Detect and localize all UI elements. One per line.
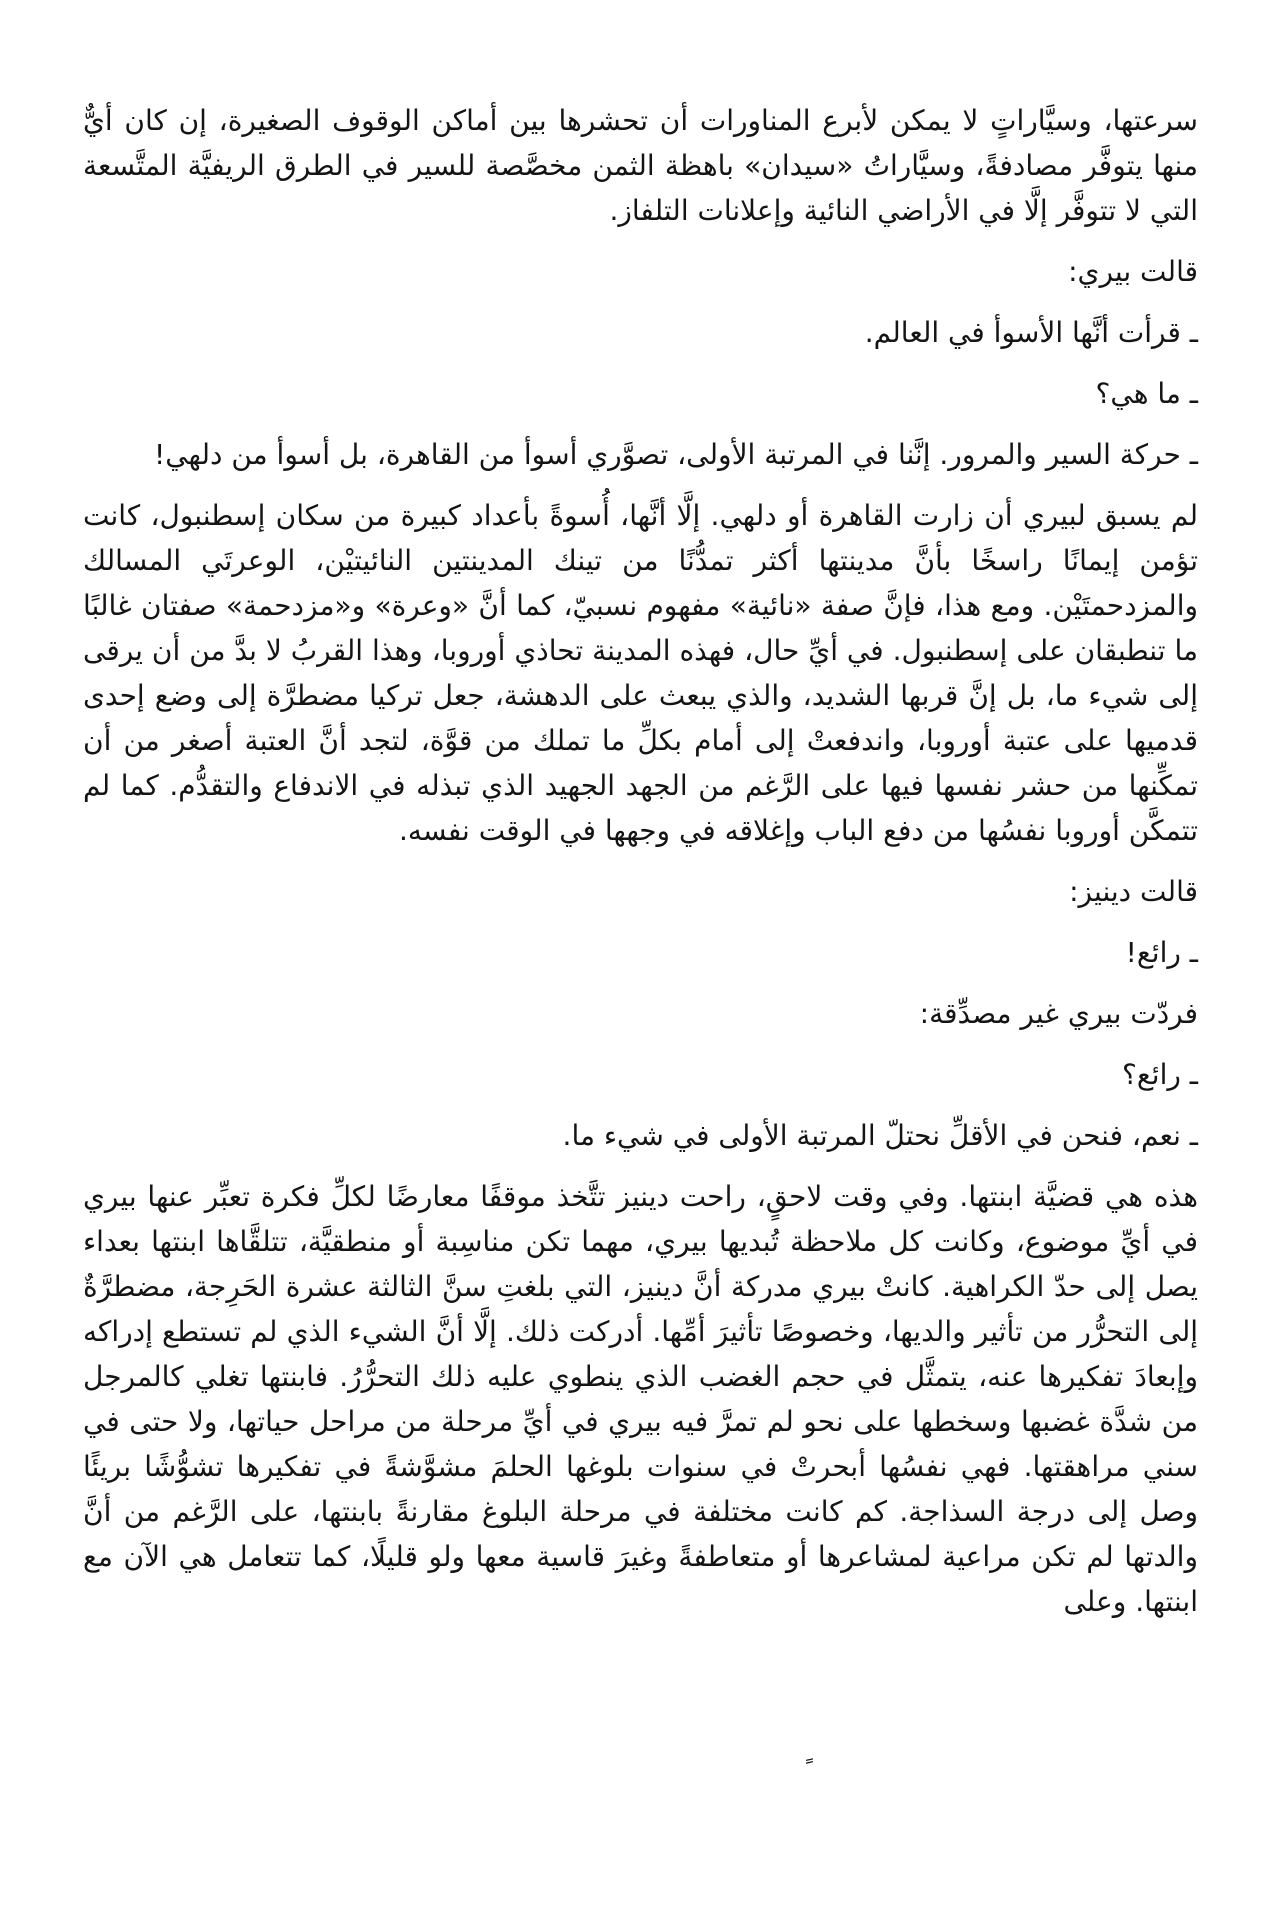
dialogue-line: ـ رائع؟ [1122, 1058, 1198, 1091]
paragraph: لم يسبق لبيري أن زارت القاهرة أو دلهي. إلَّا أنَّها، أُسوةً بأعداد كبيرة من سكان إسطنبول، كانت تؤمن إيمانًا راسخًا بأنَّ مدينتها أكثر تمدُّنًا من تينك المدينتين النائيتيْن، الوعرتَي المسالك والمزدحمتَيْن. ومع هذا، فإنَّ صفة «نائية» مفهوم نسبيّ، كما أنَّ «وعرة» و«مزدحمة» صفتان غالبًا ما تنطبقان على إسطنبول. في أيِّ حال، فهذه المدينة تحاذي أوروبا، وهذا القربُ لا بدَّ من أن يرقى إلى شيء ما، بل إنَّ قربها الشديد، والذي يبعث على الدهشة، جعل تركيا مضطرَّة إلى وضع إحدى قدميها على عتبة أوروبا، واندفعتْ إلى أمام بكلِّ ما تملك من قوَّة، لتجد أنَّ العتبة أصغر من أن تمكِّنها من حشر نفسها فيها على الرَّغم من الجهد الجهيد الذي تبذله في الاندفاع والتقدُّم. كما لم تتمكَّن أوروبا نفسُها من دفع الباب وإغلاقه في وجهها في الوقت نفسه. [83, 499, 1198, 847]
dialogue-line: ـ ما هي؟ [1095, 377, 1198, 410]
speaker-line: فردّت بيري غير مصدِّقة: [919, 997, 1198, 1030]
stray-diacritic-mark: ﹰ [806, 1756, 814, 1784]
paragraph: هذه هي قضيَّة ابنتها. وفي وقت لاحقٍ، راحت دينيز تتَّخذ موقفًا معارضًا لكلِّ فكرة تعبِّر عنها بيري في أيِّ موضوع، وكانت كل ملاحظة تُبديها بيري، مهما تكن مناسِبة أو منطقيَّة، تتلقَّاها ابنتها بعداء يصل إلى حدّ الكراهية. كانتْ بيري مدركة أنَّ دينيز، التي بلغتِ سنَّ الثالثة عشرة الحَرِجة، مضطرَّةٌ إلى التحرُّر من تأثير والديها، وخصوصًا تأثيرَ أمِّها. أدركت ذلك. إلَّا أنَّ الشيء الذي لم تستطع إدراكه وإبعادَ تفكيرها عنه، يتمثَّل في حجم الغضب الذي ينطوي عليه ذلك التحرُّرُ. فابنتها تغلي كالمرجل من شدَّة غضبها وسخطها على نحو لم تمرَّ فيه بيري في أيِّ مرحلة من مراحل حياتها، ولا حتى في سني مراهقتها. فهي نفسُها أبحرتْ في سنوات بلوغها الحلمَ مشوَّشةً في تفكيرها تشوُّشًا بريئًا وصل إلى درجة السذاجة. كم كانت مختلفة في مرحلة البلوغ مقارنةً بابنتها، على الرَّغم من أنَّ والدتها لم تكن مراعية لمشاعرها أو متعاطفةً وغيرَ قاسية معها ولو قليلًا، كما تتعامل هي الآن مع ابنتها. وعلى [83, 1180, 1198, 1618]
dialogue-line: ـ قرأت أنَّها الأسوأ في العالم. [864, 316, 1198, 349]
dialogue-line: ـ حركة السير والمرور. إنَّنا في المرتبة الأولى، تصوَّري أسوأ من القاهرة، بل أسوأ من دلهي! [153, 438, 1198, 471]
dialogue-line: ـ نعم، فنحن في الأقلِّ نحتلّ المرتبة الأولى في شيء ما. [562, 1119, 1198, 1152]
paragraph: سرعتها، وسيَّاراتٍ لا يمكن لأبرع المناورات أن تحشرها بين أماكن الوقوف الصغيرة، إن كان أيٌّ منها يتوفَّر مصادفةً، وسيَّاراتُ «سيدان» باهظة الثمن مخصَّصة للسير في الطرق الريفيَّة المتَّسعة التي لا تتوفَّر إلَّا في الأراضي النائية وإعلانات التلفاز. [83, 104, 1198, 227]
speaker-line: قالت بيري: [1068, 255, 1198, 288]
dialogue-line: ـ رائع! [1125, 936, 1198, 969]
speaker-line: قالت دينيز: [1069, 875, 1198, 908]
